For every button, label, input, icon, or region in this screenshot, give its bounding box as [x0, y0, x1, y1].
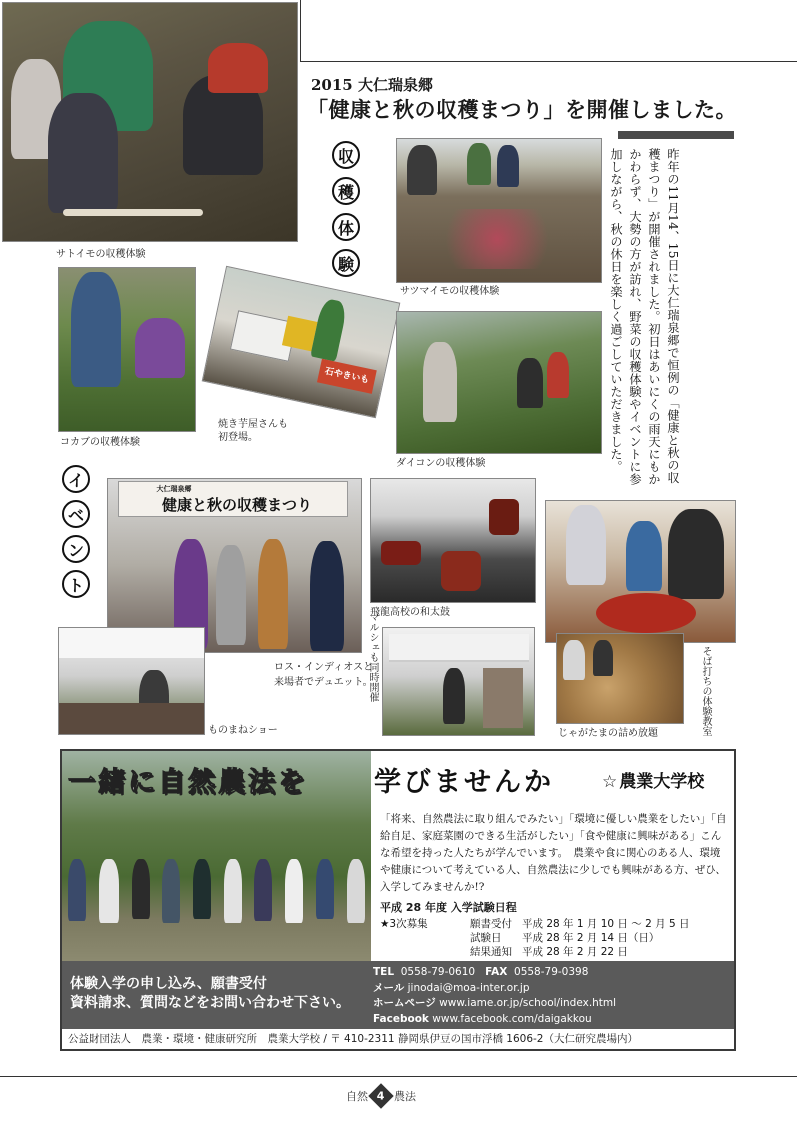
ad-organization-footer: 公益財団法人 農業・環境・健康研究所 農業大学校 / 〒 410-2311 静岡県伊豆の国市浮橋 1606-2（大仁研究農場内） [68, 1033, 638, 1045]
footer-divider [0, 1076, 797, 1077]
ad-headline-left: 一緒に自然農法を [68, 767, 308, 798]
schedule-row [380, 917, 689, 931]
schedule-label: 願書受付 [470, 918, 512, 930]
web-url[interactable]: www.iame.or.jp/school/index.html [439, 997, 617, 1009]
photo-soba-workshop [545, 500, 736, 643]
ad-headline [62, 751, 734, 803]
schedule-label: 試験日 [470, 932, 502, 944]
schedule-label: 結果通知 [470, 946, 512, 958]
photo-potato-stuffing [556, 633, 684, 724]
yakiimo-sign: 石やきいも [317, 359, 377, 394]
footer-left: 自然 [346, 1090, 368, 1103]
apply-line2: 資料請求、質問などをお問い合わせ下さい。 [70, 995, 350, 1011]
caption-potato: じゃがたまの詰め放題 [558, 728, 658, 739]
apply-instructions [70, 975, 350, 1013]
section-label-event [62, 465, 90, 598]
section-char: 収 [332, 141, 360, 169]
top-frame-line-horizontal [300, 61, 797, 62]
schedule-round [380, 945, 470, 959]
caption-turnip: コカブの収穫体験 [60, 437, 140, 448]
page-number-badge [368, 1083, 393, 1108]
ad-description: 「将来、自然農法に取り組んでみたい」「環境に優しい農業をしたい」「自給自足、家庭菜園のできる生活がしたい」「食や健康に興味がある」こんな希望を持った人たちが学んでいます。 農業や食に関心のある人、環境や健康について考えている人、自然農法に少しでも興味がある方、ぜひ、入学してみませんか!? [380, 813, 727, 893]
event-subtitle: 2015 大仁瑞泉郷 [311, 76, 433, 94]
caption-marche: マルシェも同時開催 [367, 612, 378, 702]
ad-school-name [602, 767, 704, 792]
schedule-value: 平成 28 年 1 月 10 日 ～ 2 月 5 日 [522, 918, 690, 930]
facebook-label: Facebook [373, 1012, 429, 1025]
page-number: 4 [377, 1089, 385, 1103]
section-char: 穫 [332, 177, 360, 205]
section-char: 験 [332, 249, 360, 277]
caption-monomane: ものまねショー [208, 725, 278, 736]
fax-number: 0558-79-0398 [514, 966, 589, 978]
section-char: ト [62, 570, 90, 598]
stage-banner-big: 健康と秋の収穫まつり [161, 496, 312, 514]
caption-yakiimo-line1: 焼き芋屋さんも [218, 419, 288, 430]
photo-monomane-show [58, 627, 205, 735]
section-label-harvest [332, 141, 360, 277]
article-accent-bar [618, 131, 734, 139]
photo-sweet-potato-harvest [396, 138, 602, 283]
ad-school-label: 農業大学校 [619, 772, 705, 792]
agri-school-ad [60, 749, 736, 1051]
caption-yakiimo-line2: 初登場。 [218, 432, 258, 443]
schedule-round: ★3次募集 [380, 918, 428, 930]
mail-label: メール [373, 981, 405, 994]
facebook-url[interactable]: www.facebook.com/daigakkou [432, 1012, 592, 1025]
photo-yakiimo-truck [202, 266, 401, 418]
tel-label: TEL [373, 966, 395, 978]
ad-headline-right: 学びませんか [374, 767, 554, 798]
caption-soba: そば打ちの体験教室 [700, 646, 711, 736]
schedule-row [380, 931, 689, 945]
section-char: 体 [332, 213, 360, 241]
photo-marche [382, 627, 535, 736]
photo-daikon-harvest [396, 311, 602, 454]
schedule-round [380, 931, 470, 945]
schedule-row [380, 945, 689, 959]
photo-taiko-drums [370, 478, 536, 603]
section-char: ン [62, 535, 90, 563]
caption-taiko: 飛龍高校の和太鼓 [370, 607, 450, 618]
web-label: ホームページ [373, 997, 436, 1009]
schedule-value: 平成 28 年 2 月 22 日 [522, 946, 628, 958]
ad-contact-band [62, 961, 734, 1029]
contact-info [373, 965, 616, 1027]
tel-number[interactable]: 0558-79-0610 [400, 966, 476, 978]
caption-taro: サトイモの収穫体験 [56, 249, 146, 260]
footer-right: 農法 [394, 1090, 416, 1103]
caption-sweet-potato: サツマイモの収穫体験 [400, 286, 500, 297]
star-icon: ☆ [602, 772, 618, 792]
stage-banner-small: 大仁瑞泉郷 [156, 484, 192, 493]
photo-taro-harvest [2, 2, 298, 242]
fax-label: FAX [485, 966, 508, 978]
top-frame-line [300, 0, 301, 62]
caption-duet-line2: 来場者でデュエット。 [274, 677, 373, 688]
mail-address[interactable]: jinodai@moa-inter.or.jp [407, 981, 530, 994]
section-char: ベ [62, 500, 90, 528]
apply-line1: 体験入学の申し込み、願書受付 [70, 976, 267, 992]
caption-daikon: ダイコンの収穫体験 [396, 458, 486, 469]
article-body: 昨年の11月14、15日に大仁瑞泉郷で恒例の「健康と秋の収穫まつり」が開催されました。初日はあいにくの雨天にもかかわらず、大勢の方が訪れ、野菜の収穫体験やイベントに参加しながら、秋の休日を楽しく過ごしていただきました。 [609, 148, 680, 486]
schedule-value: 平成 28 年 2 月 14 日（日） [522, 932, 660, 944]
exam-schedule-title: 平成 28 年度 入学試験日程 [380, 901, 517, 914]
section-char: イ [62, 465, 90, 493]
exam-schedule [380, 917, 689, 959]
page-footer [346, 1087, 416, 1105]
caption-duet-line1: ロス・インディオスと [274, 662, 374, 673]
photo-turnip-harvest [58, 267, 196, 432]
event-title: 「健康と秋の収穫まつり」を開催しました。 [307, 97, 737, 122]
